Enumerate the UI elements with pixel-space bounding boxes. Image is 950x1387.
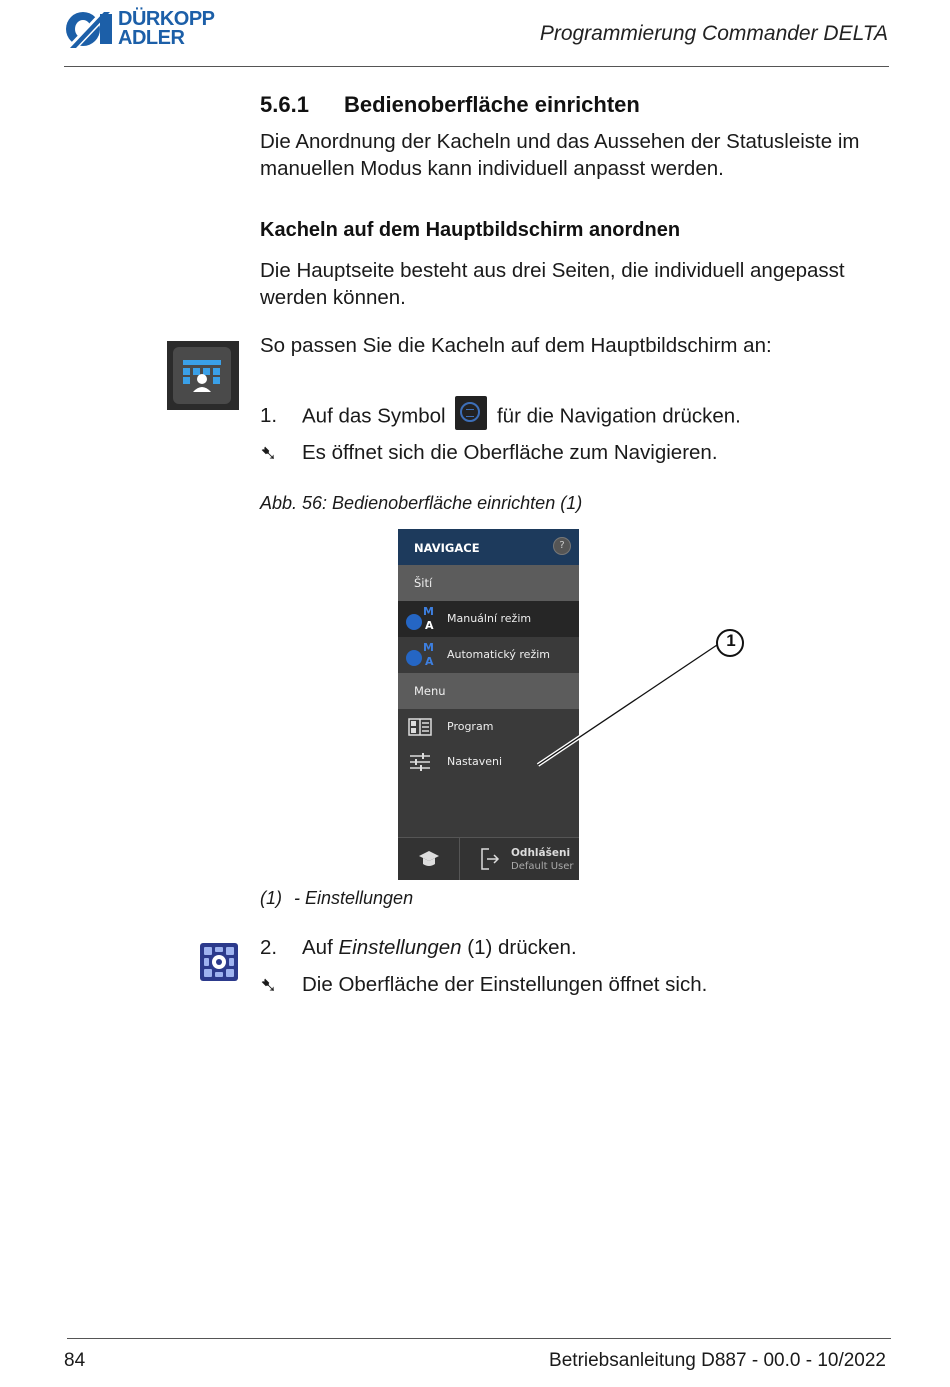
step-2-result [260,973,860,1003]
callout-leader [530,625,750,770]
screen-footer [398,837,579,880]
logout-button[interactable] [460,838,579,880]
step-1 [260,404,860,434]
tile-layout-icon [167,341,239,410]
screen-header [398,529,579,565]
result-arrow-icon: ➷ [260,974,278,997]
step-text: Auf Einstellungen (1) drücken. [302,936,577,959]
legend-key: (1) [260,888,282,908]
help-icon[interactable]: ? [553,537,571,555]
step-result-text: Es öffnet sich die Oberfläche zum Navigieren. [302,441,718,464]
screen-section-menu: Menu [398,673,579,709]
callout-number: 1 [726,631,736,650]
logo-mark-icon [64,10,116,48]
logout-icon [480,848,500,870]
subsection-heading: Kacheln auf dem Hauptbildschirm anordnen [260,219,681,241]
step-1-result [260,441,860,471]
menu-item-label: Nastaveni [447,755,503,768]
step-result-text: Die Oberfläche der Einstellungen öffnet sich. [302,973,708,996]
screen-title: NAVIGACE [414,541,480,555]
auto-mode-icon: M A [406,642,436,670]
screen-section-sewing: Šití [398,565,579,601]
subsection-text: Die Hauptseite besteht aus drei Seiten, die individuell angepasst werden können. [260,259,845,309]
figure-caption: Abb. 56: Bedienoberfläche einrichten (1) [260,493,583,513]
program-icon [408,718,432,736]
instruction-text: So passen Sie die Kacheln auf dem Hauptbildschirm an: [260,334,772,357]
result-arrow-icon: ➷ [260,442,278,465]
tutorial-cap-icon[interactable] [418,849,440,869]
current-user: Default User [511,861,574,872]
settings-sliders-icon [409,752,431,772]
section-title: Bedienoberfläche einrichten [344,92,640,117]
step-emphasis: Einstellungen [338,936,462,959]
page-number: 84 [64,1350,86,1371]
menu-item-label: Automatický režim [447,648,550,661]
menu-item-label: Manuální režim [447,612,532,625]
section-heading [260,92,640,118]
step-number: 1. [260,404,278,427]
step-number: 2. [260,936,278,959]
step-text: Auf das Symbol für die Navigation drücken. [302,404,741,430]
header-title: Programmierung Commander DELTA [539,22,888,45]
logo-text: DÜRKOPP ADLER [118,8,215,49]
navigation-menu-icon [455,396,487,430]
figure-legend [260,888,413,909]
footer-divider [67,1338,891,1339]
step-2 [260,936,860,966]
section-number: 5.6.1 [260,92,309,117]
settings-tile-icon [200,943,238,981]
menu-item-label: Program [447,720,494,733]
section-intro: Die Anordnung der Kacheln und das Aussehen der Statusleiste im manuellen Modus kann individuell anpasst werden. [260,130,860,180]
header-divider [64,66,889,67]
document-reference: Betriebsanleitung D887 - 00.0 - 10/2022 [549,1350,886,1371]
legend-text: - Einstellungen [294,888,414,908]
logout-label: Odhlášeni [511,847,571,859]
brand-logo [64,10,234,50]
manual-mode-icon: M A [406,606,436,634]
